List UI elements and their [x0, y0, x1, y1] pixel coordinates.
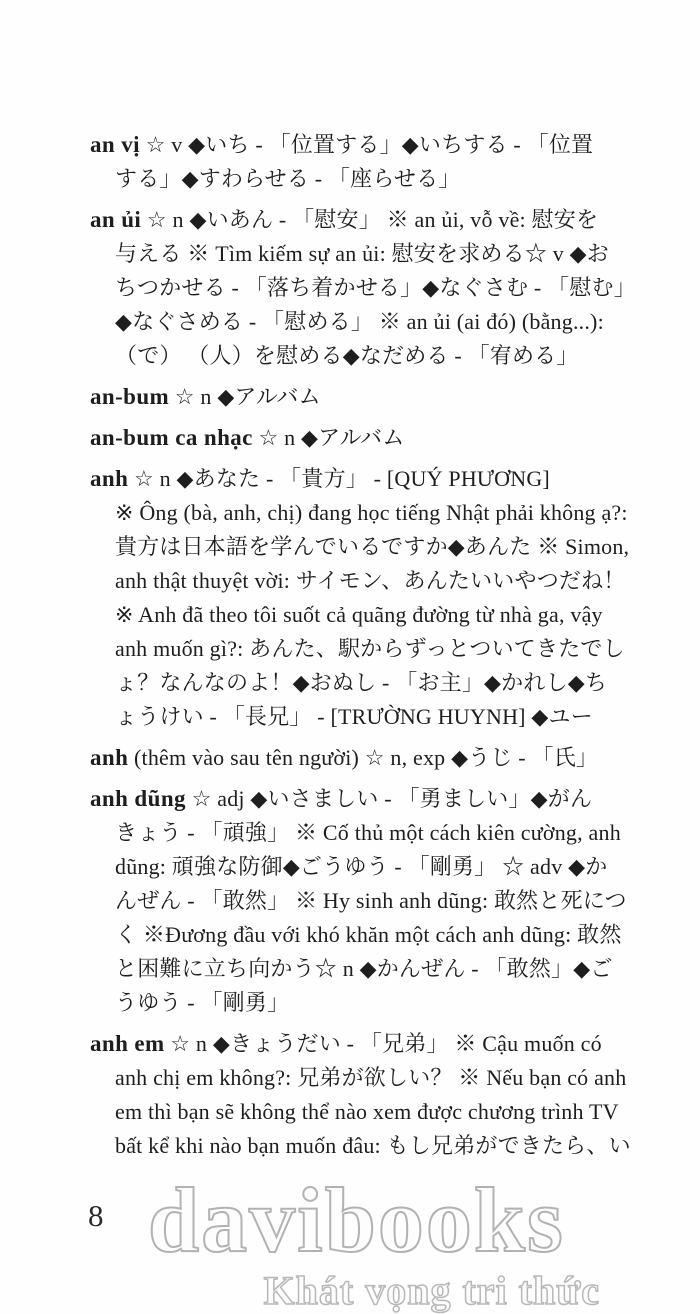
entry-line	[90, 741, 655, 775]
entry-line	[90, 666, 655, 700]
entry-line-text: ちつかせる - 「落ち着かせる」◆なぐさむ - 「慰む」	[115, 275, 636, 300]
entry-line	[90, 339, 655, 373]
entry-line-text: 与える ※ Tìm kiếm sự an ủi: 慰安を求める☆ v ◆お	[115, 241, 609, 266]
dictionary-entry	[90, 782, 655, 1020]
entry-line-text: ☆ adj ◆いさましい - 「勇ましい」◆がん	[185, 786, 593, 811]
headword: anh	[90, 466, 129, 491]
entry-line	[90, 1027, 655, 1061]
entry-line	[90, 128, 655, 162]
entry-line-text: ☆ v ◆いち - 「位置する」◆いちする - 「位置	[139, 132, 594, 157]
headword: an ủi	[90, 207, 142, 232]
entry-line-text: ☆ n ◆いあん - 「慰安」 ※ an ủi, vỗ về: 慰安を	[141, 207, 599, 232]
entry-line	[90, 598, 655, 632]
entry-line-text: ☆ n ◆きょうだい - 「兄弟」 ※ Cậu muốn có	[164, 1031, 602, 1056]
entry-line-text: anh thật thuyệt vời: サイモン、あんたいいやつだね！	[115, 568, 626, 593]
watermark	[148, 1169, 618, 1313]
headword: anh dũng	[90, 786, 186, 811]
entry-line	[90, 1061, 655, 1095]
entry-line-text: ※ Ông (bà, anh, chị) đang học tiếng Nhật phải không ạ?:	[115, 500, 628, 525]
entry-line	[90, 1129, 655, 1163]
entry-line	[90, 380, 655, 414]
dictionary-entry	[90, 421, 655, 455]
headword: an vị	[90, 132, 140, 157]
entry-line-text: ☆ n ◆あなた - 「貴方」 - [QUÝ PHƯƠNG]	[128, 466, 550, 491]
entry-line-text: 貴方は日本語を学んでいるですか◆あんた ※ Simon,	[115, 534, 630, 559]
entry-line	[90, 421, 655, 455]
entry-line	[90, 884, 655, 918]
dictionary-entry	[90, 128, 655, 196]
entry-line	[90, 1095, 655, 1129]
entry-line-text: ※ Anh đã theo tôi suốt cả quãng đường từ nhà ga, vậy	[115, 602, 603, 627]
entry-line	[90, 986, 655, 1020]
entry-line-text: ☆ n ◆アルバム	[169, 384, 321, 409]
entry-line-text: bất kể khi nào bạn muốn đâu: もし兄弟ができたら、い	[115, 1133, 631, 1158]
entry-line	[90, 462, 655, 496]
entry-line-text: と困難に立ち向かう☆ n ◆かんぜん - 「敢然」◆ご	[115, 956, 613, 981]
entry-line-text: きょう - 「頑強」 ※ Cố thủ một cách kiên cường, anh	[115, 820, 621, 845]
entry-line	[90, 203, 655, 237]
entry-line	[90, 850, 655, 884]
headword: anh em	[90, 1031, 165, 1056]
entry-line	[90, 237, 655, 271]
entry-line	[90, 162, 655, 196]
entry-line-text: く ※Đương đầu với khó khăn một cách anh dũng: 敢然	[115, 922, 622, 947]
entry-line-text: ょ？なんなのよ！◆おぬし - 「お主」◆かれし◆ち	[115, 670, 608, 695]
entry-line-text: （で） （人）を慰める◆なだめる - 「宥める」	[115, 343, 579, 368]
entry-line-text: dũng: 頑強な防御◆ごうゆう - 「剛勇」 ☆ adv ◆か	[115, 854, 608, 879]
entry-line-text: する」◆すわらせる - 「座らせる」	[115, 166, 461, 191]
headword: an-bum	[90, 384, 170, 409]
entry-line-text: (thêm vào sau tên người) ☆ n, exp ◆うじ - 「氏」	[128, 745, 599, 770]
entry-line	[90, 700, 655, 734]
entry-line	[90, 632, 655, 666]
dictionary-entry	[90, 1027, 655, 1163]
entry-line-text: anh muốn gì?: あんた、駅からずっとついてきたでし	[115, 636, 625, 661]
watermark-brand: davibooks	[148, 1169, 565, 1271]
entry-line-text: ょうけい - 「長兄」 - [TRƯỜNG HUYNH] ◆ユー	[115, 704, 593, 729]
entry-line-text: ☆ n ◆アルバム	[252, 425, 405, 450]
watermark-tagline: Khát vọng tri thức	[263, 1268, 600, 1313]
entry-line	[90, 496, 655, 530]
entry-line	[90, 782, 655, 816]
page-number: 8	[88, 1198, 104, 1233]
entry-line	[90, 952, 655, 986]
dictionary-entries	[90, 128, 655, 1170]
entry-line-text: ◆なぐさめる - 「慰める」 ※ an ủi (ai đó) (bằng...):	[115, 309, 604, 334]
entry-line-text: em thì bạn sẽ không thể nào xem được chương trình TV	[115, 1099, 619, 1124]
entry-line-text: うゆう - 「剛勇」	[115, 990, 290, 1015]
headword: an-bum ca nhạc	[90, 425, 253, 450]
entry-line	[90, 564, 655, 598]
entry-line	[90, 816, 655, 850]
dictionary-entry	[90, 462, 655, 734]
entry-line	[90, 271, 655, 305]
entry-line	[90, 530, 655, 564]
entry-line-text: anh chị em không?: 兄弟が欲しい？ ※ Nếu bạn có anh	[115, 1065, 627, 1090]
dictionary-entry	[90, 380, 655, 414]
dictionary-entry	[90, 203, 655, 373]
entry-line	[90, 918, 655, 952]
entry-line-text: んぜん - 「敢然」 ※ Hy sinh anh dũng: 敢然と死につ	[115, 888, 627, 913]
headword: anh	[90, 745, 129, 770]
entry-line	[90, 305, 655, 339]
dictionary-entry	[90, 741, 655, 775]
